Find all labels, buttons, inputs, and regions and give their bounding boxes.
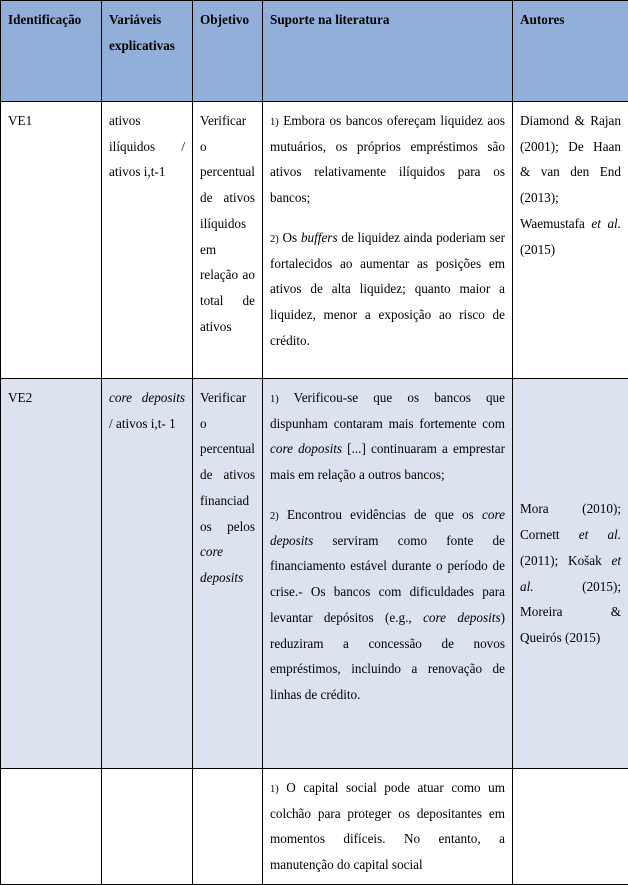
suporte-text: Embora os bancos ofereçam liquidez aos mutuários, os próprios empréstimos são ativos relativamente ilíquidos para os bancos; xyxy=(270,113,505,205)
suporte-paragraph xyxy=(270,502,505,708)
suporte-text: O capital social pode atuar como um colchão para proteger os depositantes em momentos difíceis. No entanto, a manutenção do capital social xyxy=(270,780,505,872)
cell-identificacao: VE2 xyxy=(1,379,102,769)
list-marker: 2) xyxy=(270,511,279,522)
column-header-identificacao: Identificação xyxy=(1,1,102,102)
column-header-suporte-na-literatura: Suporte na literatura xyxy=(263,1,513,102)
table-header xyxy=(1,1,628,102)
variavel-text: core deposits / ativos i,t- 1 xyxy=(109,390,185,431)
cell-autores: Mora (2010); Cornett et al. (2011); Košak et al. (2015); Moreira & Queirós (2015) xyxy=(513,379,628,769)
column-header-objetivo: Objetivo xyxy=(193,1,263,102)
cell-suporte-literatura xyxy=(263,379,513,769)
cell-suporte-literatura xyxy=(263,102,513,379)
variavel-text: ativos ilíquidos / ativos i,t-1 xyxy=(109,113,185,179)
suporte-text: Encontrou evidências de que os core deposits serviram como fonte de financiamento estável durante o período de crise.- Os bancos com dificuldades para levantar depósitos (e.g., core deposits) reduziram a concessão de novos empréstimos, incluindo a renovação de linhas de crédito. xyxy=(270,507,505,702)
cell-identificacao xyxy=(1,769,102,885)
cell-variavel-explicativa xyxy=(102,102,193,379)
cell-objetivo xyxy=(193,769,263,885)
suporte-paragraph xyxy=(270,108,505,211)
suporte-paragraph xyxy=(270,385,505,488)
table-row xyxy=(1,769,628,885)
table-row xyxy=(1,379,628,769)
cell-objetivo: Verificar o percentual de ativos ilíquidos em relação ao total de ativos xyxy=(193,102,263,379)
cell-variavel-explicativa xyxy=(102,769,193,885)
cell-suporte-literatura xyxy=(263,769,513,885)
table-row xyxy=(1,102,628,379)
list-marker: 1) xyxy=(270,117,279,128)
suporte-text: Os buffers de liquidez ainda poderiam ser fortalecidos ao aumentar as posições em ativos de alta liquidez; quanto maior a liquidez, menor a exposição ao risco de crédito. xyxy=(270,230,505,348)
suporte-paragraph xyxy=(270,225,505,354)
table-header-row xyxy=(1,1,628,102)
cell-autores: Diamond & Rajan (2001); De Haan & van den End (2013); Waemustafa et al. (2015) xyxy=(513,102,628,379)
list-marker: 1) xyxy=(270,394,279,405)
cell-autores xyxy=(513,769,628,885)
cell-variavel-explicativa xyxy=(102,379,193,769)
column-header-autores: Autores xyxy=(513,1,628,102)
list-marker: 2) xyxy=(270,234,279,245)
suporte-paragraph xyxy=(270,775,505,878)
table-body xyxy=(1,102,628,885)
cell-identificacao: VE1 xyxy=(1,102,102,379)
suporte-text: Verificou-se que os bancos que dispunham contaram mais fortemente com core doposits [...] continuaram a emprestar mais em relação a outros bancos; xyxy=(270,390,505,482)
column-header-variaveis-explicativas: Variáveis explicativas xyxy=(102,1,193,102)
list-marker: 1) xyxy=(270,784,279,795)
cell-objetivo: Verificar o percentual de ativos financiados pelos core deposits xyxy=(193,379,263,769)
